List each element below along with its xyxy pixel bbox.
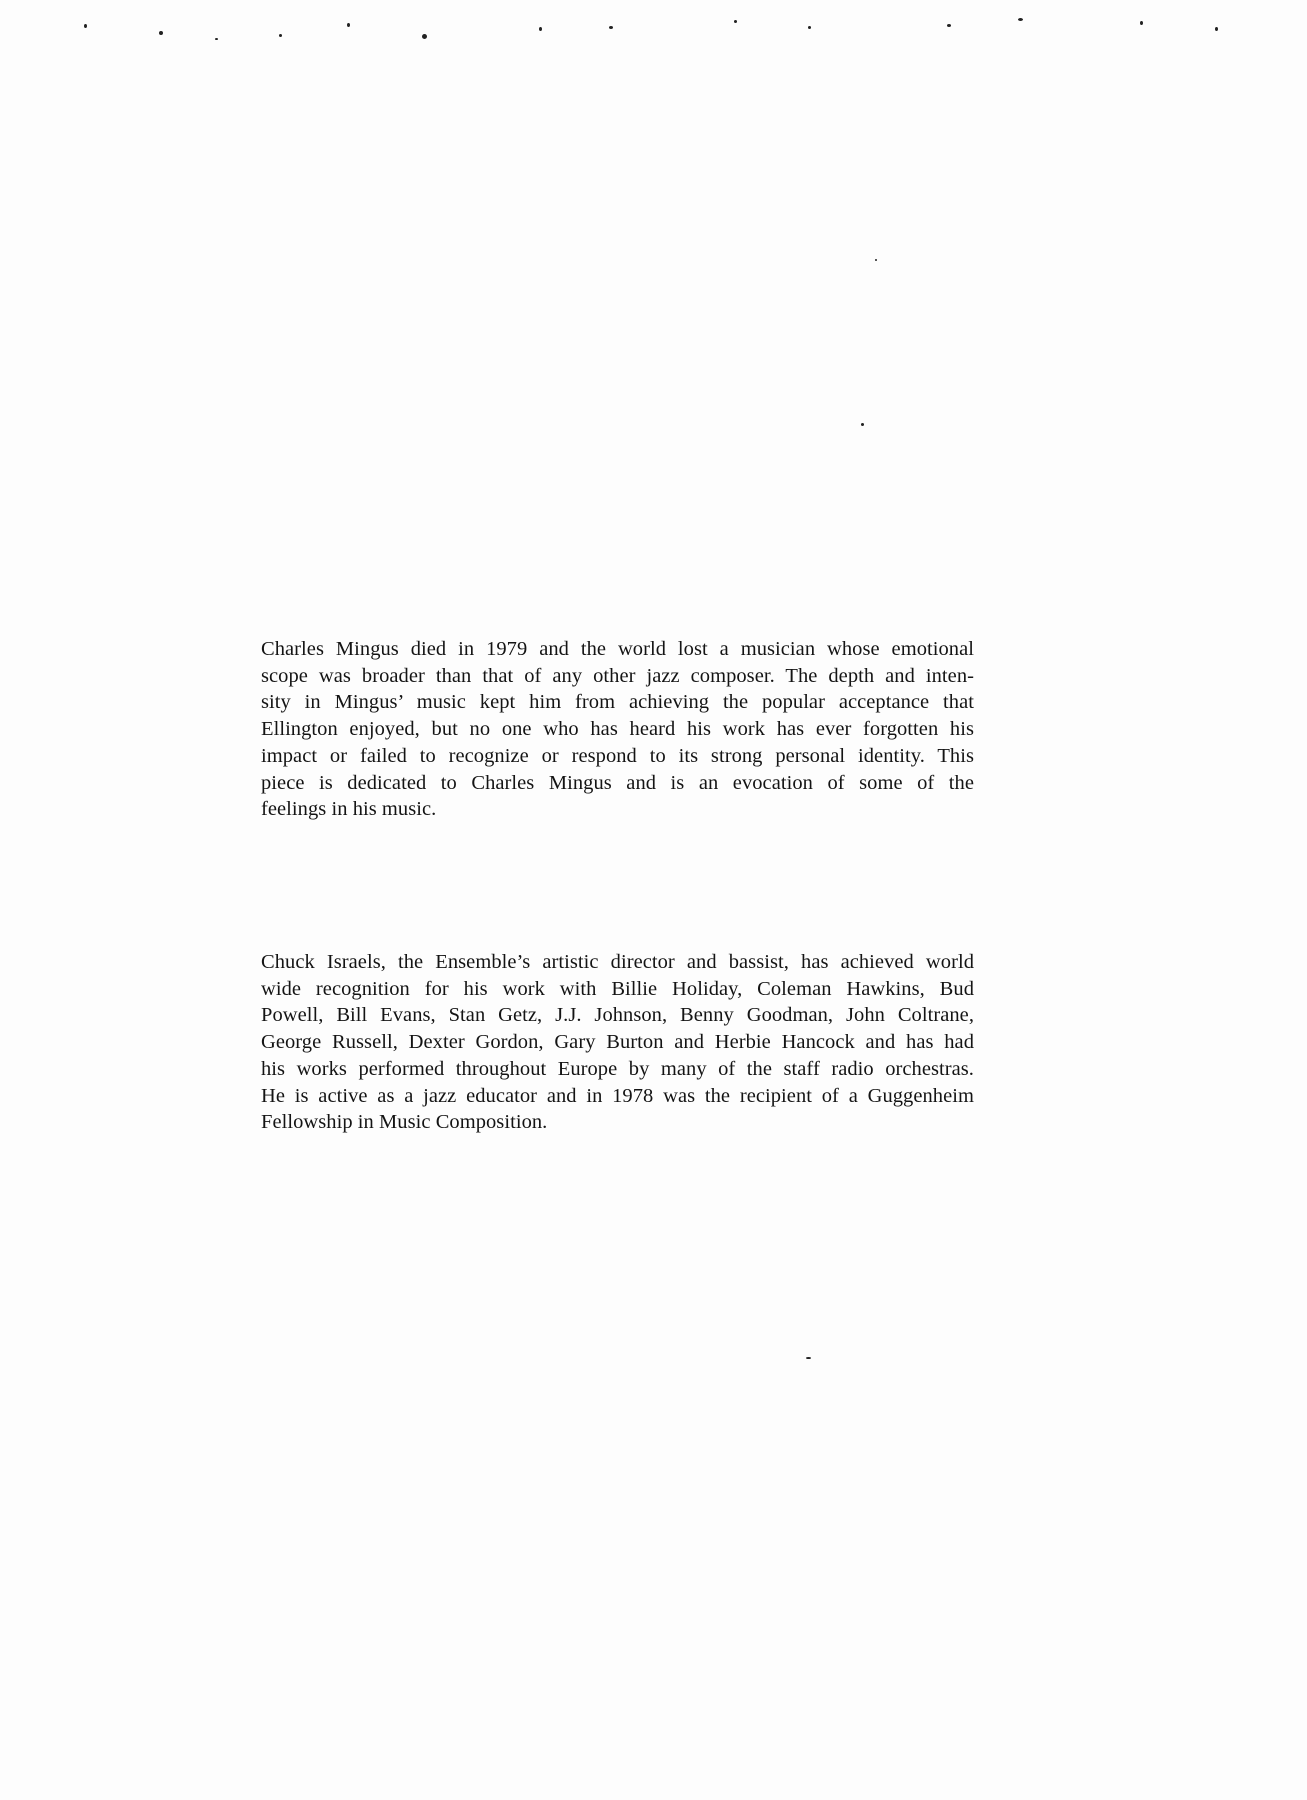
text-line: impact or failed to recognize or respond to its strong personal identity. This xyxy=(261,744,974,767)
speck xyxy=(84,24,87,28)
speck xyxy=(806,1357,811,1359)
speck xyxy=(539,27,542,31)
speck xyxy=(159,31,163,35)
text-line: scope was broader than that of any other jazz composer. The depth and inten- xyxy=(261,664,974,687)
speck xyxy=(947,24,951,27)
speck xyxy=(422,34,427,39)
speck xyxy=(347,23,350,27)
text-line: Chuck Israels, the Ensemble’s artistic director and bassist, has achieved world xyxy=(261,951,974,973)
text-line: feelings in his music. xyxy=(261,798,437,821)
speck xyxy=(734,20,737,23)
speck xyxy=(279,34,282,37)
text-line: Charles Mingus died in 1979 and the world lost a musician whose emotional xyxy=(261,638,974,660)
text-line: sity in Mingus’ music kept him from achieving the popular acceptance that xyxy=(261,691,974,714)
speck xyxy=(875,259,877,261)
text-line: Fellowship in Music Composition. xyxy=(261,1111,548,1134)
speck xyxy=(861,423,864,426)
paragraph-israels xyxy=(261,949,974,1136)
text-line: wide recognition for his work with Billie Holiday, Coleman Hawkins, Bud xyxy=(261,977,974,1000)
speck xyxy=(1215,27,1218,31)
speck xyxy=(1018,18,1023,21)
speck xyxy=(808,26,811,29)
text-line: He is active as a jazz educator and in 1978 was the recipient of a Guggenheim xyxy=(261,1084,974,1107)
paragraph-mingus xyxy=(261,636,974,823)
speck xyxy=(215,38,218,40)
text-line: piece is dedicated to Charles Mingus and is an evocation of some of the xyxy=(261,771,974,794)
text-line: Ellington enjoyed, but no one who has heard his work has ever forgotten his xyxy=(261,718,974,741)
text-line: Powell, Bill Evans, Stan Getz, J.J. Johnson, Benny Goodman, John Coltrane, xyxy=(261,1004,974,1027)
speck xyxy=(1140,21,1143,25)
text-line: George Russell, Dexter Gordon, Gary Burton and Herbie Hancock and has had xyxy=(261,1031,974,1054)
speck xyxy=(609,26,613,29)
text-line: his works performed throughout Europe by many of the staff radio orchestras. xyxy=(261,1057,974,1080)
